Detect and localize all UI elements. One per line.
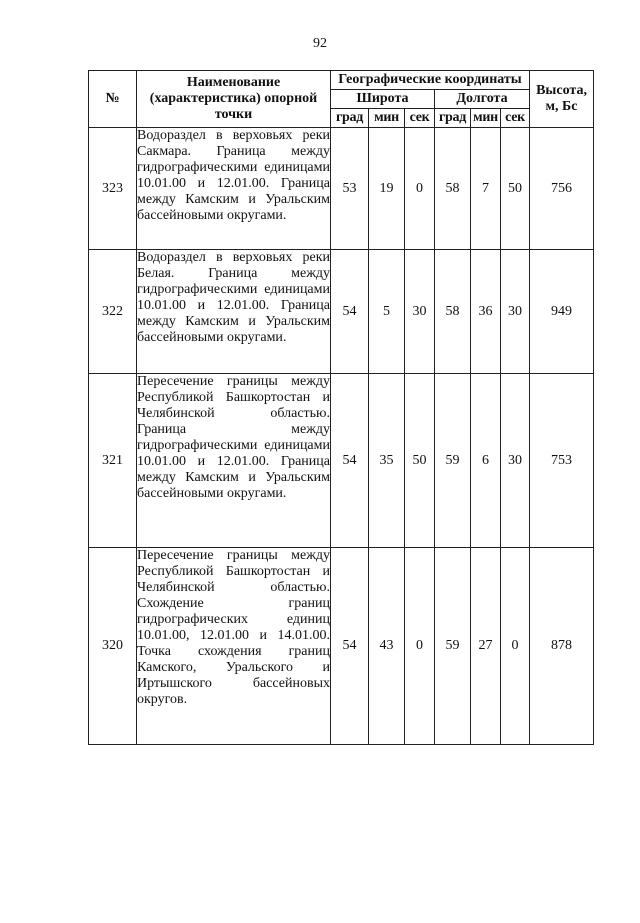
lon-min: 7 <box>471 128 501 250</box>
row-number: 323 <box>89 128 137 250</box>
height: 753 <box>530 374 594 548</box>
header-lon-min: мин <box>471 109 501 128</box>
table-row <box>89 374 594 548</box>
header-height: Высота, м, Бс <box>530 71 594 128</box>
lat-min: 5 <box>369 250 405 374</box>
lat-deg: 54 <box>331 250 369 374</box>
lat-min: 35 <box>369 374 405 548</box>
header-longitude: Долгота <box>435 90 530 109</box>
table-row <box>89 128 594 250</box>
height: 878 <box>530 548 594 745</box>
lon-deg: 59 <box>435 548 471 745</box>
lat-deg: 53 <box>331 128 369 250</box>
row-description: Водораздел в верховьях реки Белая. Граница между гидрографическими единицами 10.01.00 и 12.01.00. Граница между Камским и Уральским бассейновыми округами. <box>137 250 331 374</box>
row-description: Пересечение границы между Республикой Башкортостан и Челябинской областью. Граница между гидрографическими единицами 10.01.00 и 12.01.00. Граница между Камским и Уральским бассейновыми округами. <box>137 374 331 548</box>
header-lat-sec: сек <box>405 109 435 128</box>
header-coordinates: Географические координаты <box>331 71 530 90</box>
lat-min: 43 <box>369 548 405 745</box>
page-number: 92 <box>313 36 327 51</box>
lat-deg: 54 <box>331 374 369 548</box>
lon-sec: 30 <box>501 250 530 374</box>
lon-deg: 58 <box>435 128 471 250</box>
lat-sec: 30 <box>405 250 435 374</box>
header-name: Наименование (характеристика) опорной точки <box>137 71 331 128</box>
lon-sec: 50 <box>501 128 530 250</box>
lon-min: 36 <box>471 250 501 374</box>
table-row <box>89 250 594 374</box>
coordinates-table <box>88 70 594 745</box>
header-lat-min: мин <box>369 109 405 128</box>
height: 756 <box>530 128 594 250</box>
lon-sec: 30 <box>501 374 530 548</box>
lon-min: 27 <box>471 548 501 745</box>
lat-min: 19 <box>369 128 405 250</box>
lon-deg: 59 <box>435 374 471 548</box>
lat-deg: 54 <box>331 548 369 745</box>
header-lon-sec: сек <box>501 109 530 128</box>
height: 949 <box>530 250 594 374</box>
header-lat-deg: град <box>331 109 369 128</box>
lon-sec: 0 <box>501 548 530 745</box>
lon-deg: 58 <box>435 250 471 374</box>
lon-min: 6 <box>471 374 501 548</box>
lat-sec: 0 <box>405 128 435 250</box>
header-lon-deg: град <box>435 109 471 128</box>
lat-sec: 50 <box>405 374 435 548</box>
row-number: 322 <box>89 250 137 374</box>
row-description: Водораздел в верховьях реки Сакмара. Граница между гидрографическими единицами 10.01.00 и 12.01.00. Граница между Камским и Уральским бассейновыми округами. <box>137 128 331 250</box>
row-number: 321 <box>89 374 137 548</box>
header-latitude: Широта <box>331 90 435 109</box>
row-number: 320 <box>89 548 137 745</box>
lat-sec: 0 <box>405 548 435 745</box>
row-description: Пересечение границы между Республикой Башкортостан и Челябинской областью. Схождение границ гидрографических единиц 10.01.00, 12.01.00 и 14.01.00. Точка схождения границ Камского, Уральского и Иртышского бассейновых округов. <box>137 548 331 745</box>
table-row <box>89 548 594 745</box>
header-number: № <box>89 71 137 128</box>
